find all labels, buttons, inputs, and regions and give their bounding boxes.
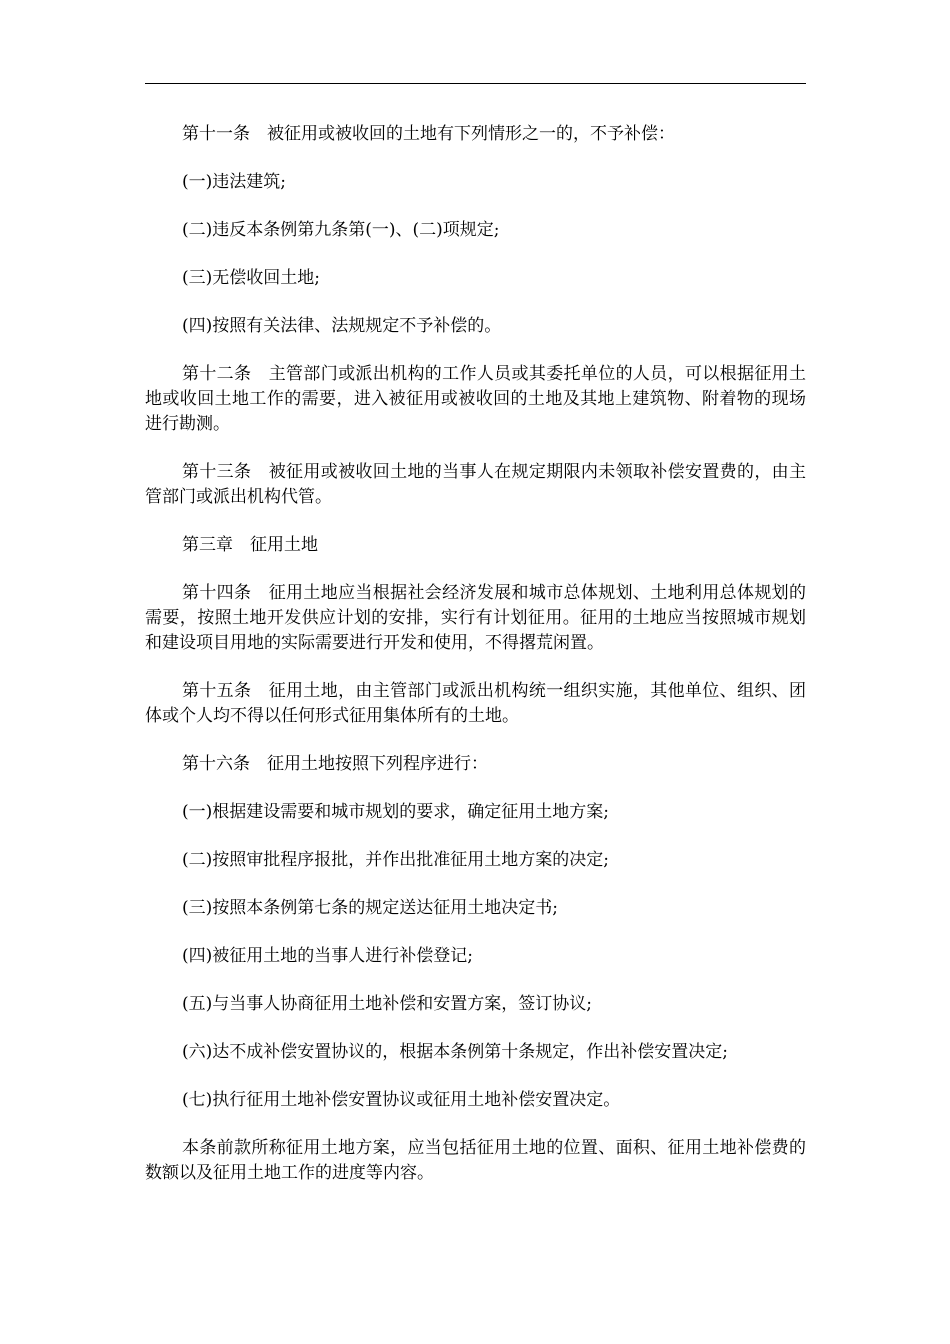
article-11-item-3: (三)无偿收回土地; (182, 268, 320, 288)
chapter-3-heading: 第三章 征用土地 (182, 535, 318, 555)
header-rule (145, 83, 806, 84)
article-11-item-2: (二)违反本条例第九条第(一)、(二)项规定; (182, 220, 500, 240)
article-14: 第十四条 征用土地应当根据社会经济发展和城市总体规划、土地利用总体规划的需要，按照土地开发供应计划的安排，实行有计划征用。征用的土地应当按照城市规划和建设项目用地的实际需要进行开发和使用，不得撂荒闲置。 (145, 583, 806, 653)
article-15: 第十五条 征用土地，由主管部门或派出机构统一组织实施，其他单位、组织、团体或个人均不得以任何形式征用集体所有的土地。 (145, 681, 806, 726)
article-16-item-4: (四)被征用土地的当事人进行补偿登记; (182, 946, 473, 966)
article-16-item-6: (六)达不成补偿安置协议的，根据本条例第十条规定，作出补偿安置决定; (182, 1042, 728, 1062)
article-16-item-2: (二)按照审批程序报批，并作出批准征用土地方案的决定; (182, 850, 609, 870)
article-16-item-7: (七)执行征用土地补偿安置协议或征用土地补偿安置决定。 (182, 1090, 621, 1110)
article-16-item-3: (三)按照本条例第七条的规定送达征用土地决定书; (182, 898, 558, 918)
article-11: 第十一条 被征用或被收回的土地有下列情形之一的，不予补偿： (182, 124, 675, 144)
article-11-item-4: (四)按照有关法律、法规规定不予补偿的。 (182, 316, 502, 336)
article-13: 第十三条 被征用或被收回土地的当事人在规定期限内未领取补偿安置费的，由主管部门或派出机构代管。 (145, 462, 806, 507)
article-16-item-5: (五)与当事人协商征用土地补偿和安置方案，签订协议; (182, 994, 592, 1014)
article-11-item-1: (一)违法建筑; (182, 172, 286, 192)
article-16-note: 本条前款所称征用土地方案，应当包括征用土地的位置、面积、征用土地补偿费的数额以及征用土地工作的进度等内容。 (145, 1138, 806, 1183)
article-16: 第十六条 征用土地按照下列程序进行： (182, 754, 488, 774)
article-16-item-1: (一)根据建设需要和城市规划的要求，确定征用土地方案; (182, 802, 609, 822)
article-12: 第十二条 主管部门或派出机构的工作人员或其委托单位的人员，可以根据征用土地或收回土地工作的需要，进入被征用或被收回的土地及其地上建筑物、附着物的现场进行勘测。 (145, 364, 806, 434)
document-body (145, 122, 806, 1209)
